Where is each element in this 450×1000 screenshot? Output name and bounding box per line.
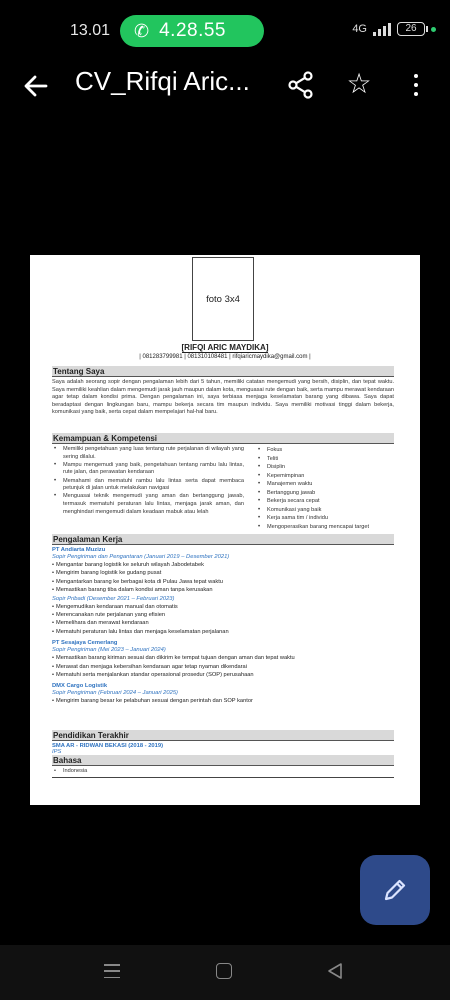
list-item: • Fokus [256,446,394,455]
list-item: • Bertanggung jawab [256,489,394,498]
phone-icon: ✆ [134,20,150,41]
section-heading: Kemampuan & Kompetensi [52,433,394,444]
list-item: • Mengantarkan barang ke berbagai kota di Pulau Jawa tepat waktu [52,578,394,586]
section-heading: Pengalaman Kerja [52,534,394,545]
list-item: • Komunikasi yang baik [256,506,394,515]
section-heading: Bahasa [52,755,394,766]
battery-icon [397,22,425,36]
list-item: • Mengemudikan kendaraan manual dan otomatis [52,603,394,611]
section-heading: Pendidikan Terakhir [52,730,394,741]
more-vert-icon [414,74,418,78]
list-item: • Merencanakan rute perjalanan yang efisien [52,611,394,619]
section-education [52,730,394,755]
list-item: • Kerja sama tim / individu [256,514,394,523]
list-item: • Mengantar barang logistik ke seluruh wilayah Jabodetabek [52,561,394,569]
job-role: Sopir Pengiriman dan Pengantaran (Januari 2019 – Desember 2021) [52,554,230,560]
list-item: • Mengirim barang logistik ke gudang pusat [52,569,394,577]
cv-contact: | 081283799981 | 081310108481 | rifqiaricmaydika@gmail.com | [139,354,311,360]
list-item: • Memelihara dan merawat kendaraan [52,619,394,627]
about-text: Saya adalah seorang sopir dengan pengalaman lebih dari 5 tahun, memiliki catatan mengemudi yang bersih, disiplin, dan tepat waktu. Saya memiliki keahlian dalam mengemudi jarak jauh maupun dalam kota, menguasai rute dengan baik, serta mampu merawat kendaraan agar tetap dalam kondisi prima. Dengan pengalaman ini, saya terbiasa menjaga keselamatan barang yang dibawa. Saya dapat beradaptasi dengan lingkungan baru, mampu bekerja secara tim maupun individu. Saya memiliki motivasi tinggi dalam bekerja, komunikasi yang baik, serta cepat dalam mempelajari hal-hal baru. [52,379,394,415]
call-timer: 4.28.55 [159,20,226,41]
skills-left-list [52,446,250,531]
list-item: • Memastikan barang kiriman sesuai dan dikirim ke tempat tujuan dengan aman dan tepat waktu [52,654,394,662]
star-button[interactable] [343,68,375,100]
edit-fab-button[interactable] [360,855,430,925]
divider [52,777,394,778]
job-duties [52,697,394,705]
list-item: • Teliti [256,455,394,464]
education-school: SMA AR - RIDWAN BEKASI (2018 - 2019) [52,743,164,749]
menu-icon [104,964,120,966]
star-icon: ☆ [346,68,372,99]
signal-icon [373,22,391,36]
list-item: • Mampu mengemudi yang baik, pengetahuan tentang rambu lalu lintas, rute jalan, dan perawatan kendaraan [52,462,244,477]
job-role: Sopir Pengiriman (Mei 2023 – Januari 2024) [52,647,166,654]
job-duties [52,561,394,595]
triangle-back-icon [326,962,344,980]
list-item: • Menguasai teknik mengemudi yang aman dan bertanggung jawab, termasuk mematuhi peraturan lalu lintas, menjaga jarak aman, dan menghindari mengemudi dalam keadaan mabuk atau lelah [52,493,244,516]
battery-level: 26 [405,23,417,34]
photo-placeholder: foto 3x4 [192,257,254,341]
network-type: 4G [352,23,367,35]
section-about [52,366,394,417]
list-item: • Kepemimpinan [256,472,394,481]
status-indicators [352,22,436,36]
job-role: Sopir Pengiriman (Februari 2024 – Januari 2025) [52,690,178,697]
job-company: DMX Cargo Logistik [52,683,108,690]
list-item: • Mematuhi peraturan lalu lintas dan menjaga keselamatan perjalanan [52,628,394,636]
privacy-indicator-icon [431,27,436,32]
section-language [52,755,394,774]
job-duties [52,603,394,637]
list-item: • Manajemen waktu [256,480,394,489]
job-company: PT Sesajaya Cemerlang [52,640,118,647]
arrow-left-icon [20,70,52,102]
back-button[interactable] [20,70,52,102]
list-item: • Mengirim barang besar ke pelabuhan sesuai dengan perintah dan SOP kantor [52,697,394,705]
list-item: • Mematuhi serta menjalankan standar operasional prosedur (SOP) perusahaan [52,671,394,679]
job-duties [52,654,394,679]
list-item: • Memiliki pengetahuan yang luas tentang rute perjalanan di wilayah yang sering dilalui. [52,446,244,461]
status-bar [0,0,450,62]
system-nav-bar [0,945,450,1000]
ongoing-call-pill[interactable] [120,15,264,47]
section-heading: Tentang Saya [52,366,394,377]
list-item: • Indonesia [52,768,394,774]
share-icon [286,70,316,100]
cv-name: [RIFQI ARIC MAYDIKA] [181,343,269,352]
language-list [52,768,394,774]
section-skills [52,433,394,531]
list-item: • Bekerja secara cepat [256,497,394,506]
list-item: • Merawat dan menjaga kebersihan kendaraan agar tetap nyaman dikendarai [52,663,394,671]
document-title: CV_Rifqi Aric... [75,66,250,96]
job-role: Sopir Pribadi (Desember 2021 – Februari 2023) [52,595,175,602]
pencil-icon [381,876,409,904]
skills-right-list [250,446,394,531]
nav-back-button[interactable] [326,962,344,980]
education-major: IPS [52,749,62,755]
list-item: • Memastikan barang tiba dalam kondisi aman tanpa kerusakan [52,586,394,594]
more-options-button[interactable] [408,70,424,100]
recents-button[interactable] [104,964,120,978]
document-page[interactable] [30,255,420,805]
home-button[interactable] [216,963,232,979]
list-item: • Memahami dan mematuhi rambu lalu lintas serta dapat membaca petunjuk di jalan untuk melakukan navigasi [52,478,244,493]
section-experience [52,534,394,706]
share-button[interactable] [286,70,316,100]
status-clock: 13.01 [70,22,111,39]
list-item: • Disiplin [256,463,394,472]
list-item: • Mengoperasikan barang mencapai target [256,523,394,532]
job-company: PT Andiarta Muzizu [52,547,106,553]
app-bar [0,62,450,110]
